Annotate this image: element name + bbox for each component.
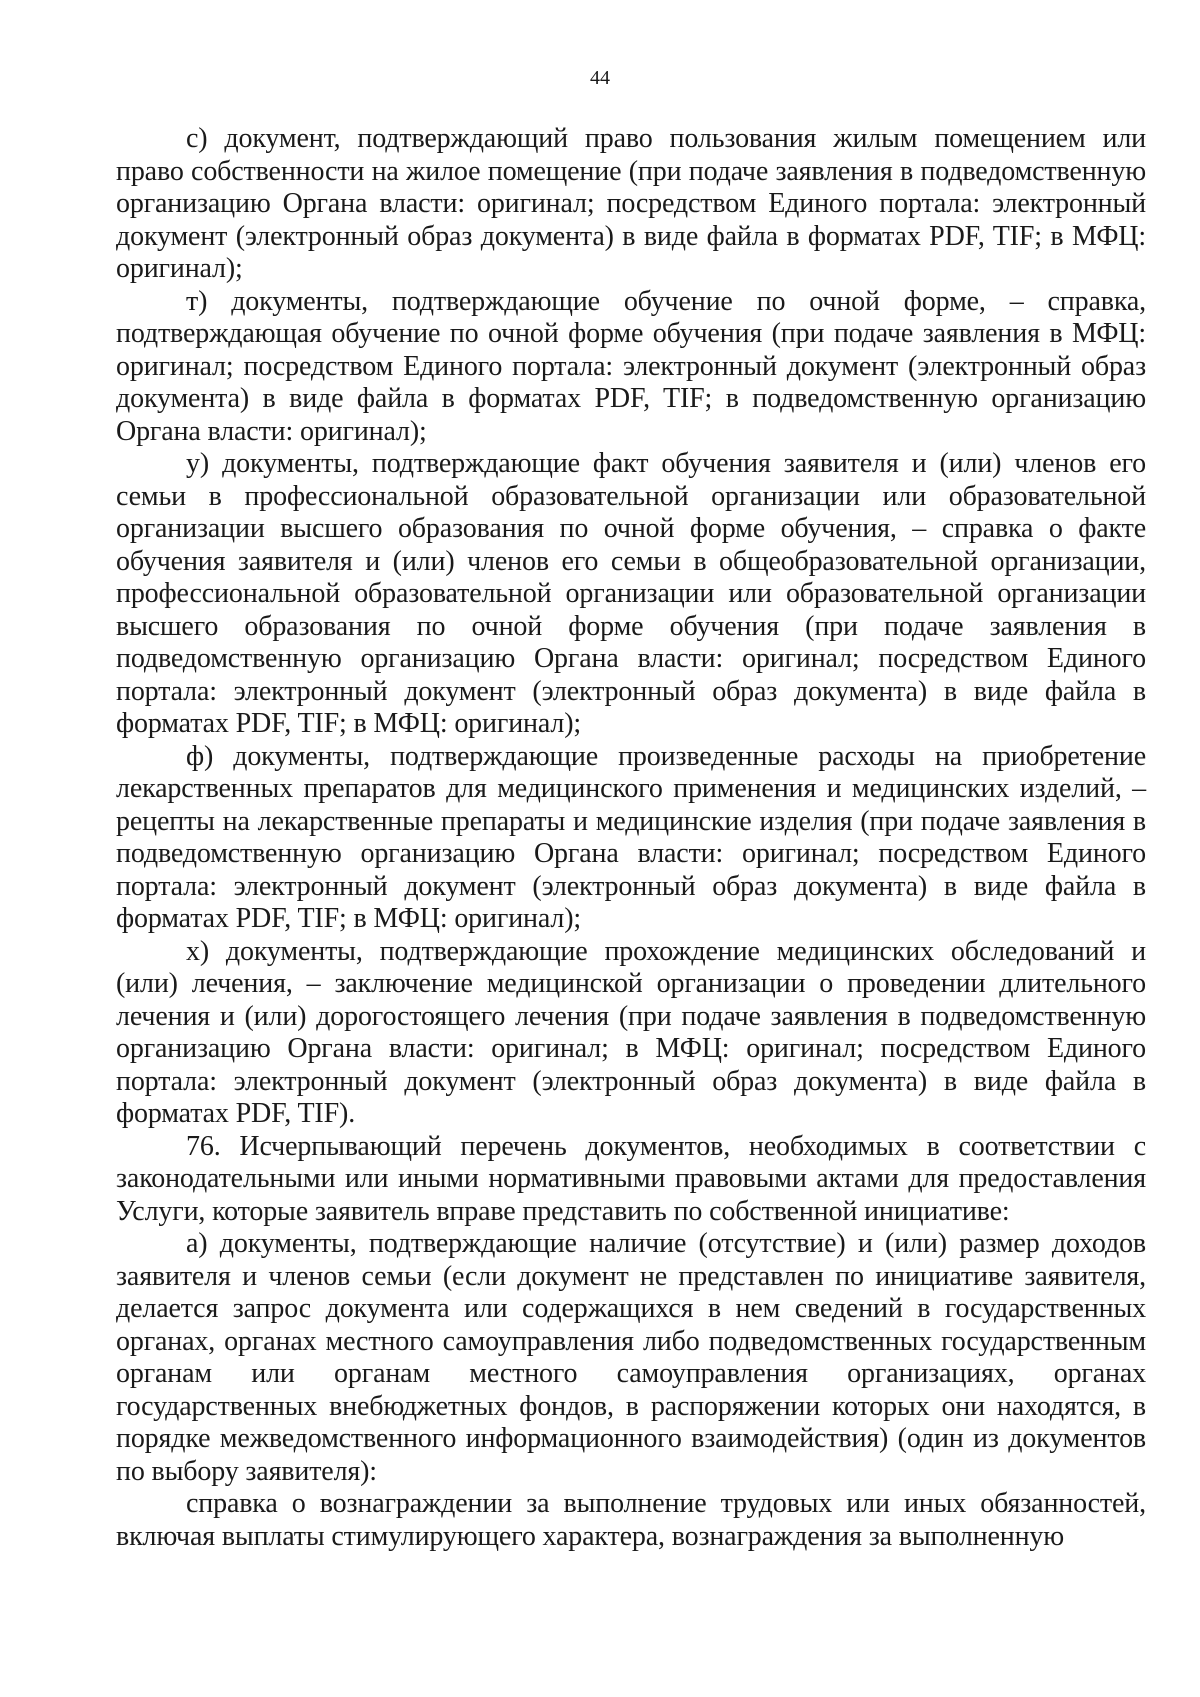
paragraph-item-u: у) документы, подтверждающие факт обучения заявителя и (или) членов его семьи в профессиональной образовательной организации или образовательной организации высшего образования по очной форме обучения, – справка о факте обучения заявителя и (или) членов его семьи в общеобразовательной организации, профессиональной образовательной организации или образовательной организации высшего образования по очной форме обучения (при подаче заявления в подведомственную организацию Органа власти: оригинал; посредством Единого портала: электронный документ (электронный образ документа) в виде файла в форматах PDF, TIF; в МФЦ: оригинал); <box>116 448 1146 739</box>
paragraph-item-s: с) документ, подтверждающий право пользования жилым помещением или право собственности на жилое помещение (при подаче заявления в подведомственную организацию Органа власти: оригинал; посредством Единого портала: электронный документ (электронный образ документа) в виде файла в форматах PDF, TIF; в МФЦ: оригинал); <box>116 123 1146 284</box>
paragraph-item-t: т) документы, подтверждающие обучение по очной форме, – справка, подтверждающая обучение по очной форме обучения (при подаче заявления в МФЦ: оригинал; посредством Единого портала: электронный документ (электронный образ документа) в виде файла в форматах PDF, TIF; в подведомственную организацию Органа власти: оригинал); <box>116 285 1146 447</box>
document-body <box>116 123 1146 1553</box>
paragraph-item-f: ф) документы, подтверждающие произведенные расходы на приобретение лекарственных препаратов для медицинского применения и медицинских изделий, – рецепты на лекарственные препараты и медицинские изделия (при подаче заявления в подведомственную организацию Органа власти: оригинал; посредством Единого портала: электронный документ (электронный образ документа) в виде файла в форматах PDF, TIF; в МФЦ: оригинал); <box>116 740 1146 934</box>
paragraph-item-kh: х) документы, подтверждающие прохождение медицинских обследований и (или) лечения, – заключение медицинской организации о проведении длительного лечения и (или) дорогостоящего лечения (при подаче заявления в подведомственную организацию Органа власти: оригинал; в МФЦ: оригинал; посредством Единого портала: электронный документ (электронный образ документа) в виде файла в форматах PDF, TIF). <box>116 935 1146 1129</box>
paragraph-reward-certificate: справка о вознаграждении за выполнение трудовых или иных обязанностей, включая выплаты стимулирующего характера, вознаграждения за выполненную <box>116 1488 1146 1552</box>
page-number: 44 <box>590 67 610 89</box>
paragraph-section-76: 76. Исчерпывающий перечень документов, необходимых в соответствии с законодательными или иными нормативными правовыми актами для предоставления Услуги, которые заявитель вправе представить по собственной инициативе: <box>116 1130 1146 1227</box>
paragraph-item-a: а) документы, подтверждающие наличие (отсутствие) и (или) размер доходов заявителя и членов семьи (если документ не представлен по инициативе заявителя, делается запрос документа или содержащихся в нем сведений в государственных органах, органах местного самоуправления либо подведомственных государственным органам или органам местного самоуправления организациях, органах государственных внебюджетных фондов, в распоряжении которых они находятся, в порядке межведомственного информационного взаимодействия) (один из документов по выбору заявителя): <box>116 1228 1146 1487</box>
